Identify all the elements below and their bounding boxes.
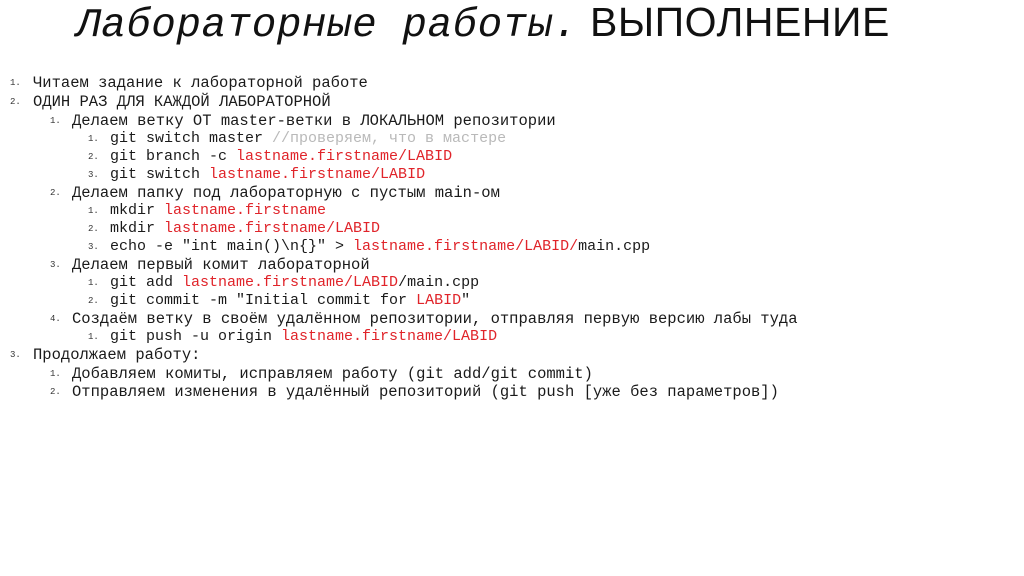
list-item-text: [110, 148, 452, 166]
plain-text: git switch master: [110, 130, 273, 147]
list-item-text: [110, 238, 650, 256]
list-item-text: [110, 274, 479, 292]
list-item-text: [110, 292, 470, 310]
plain-text: mkdir: [110, 202, 165, 219]
list-item-level-2: [0, 365, 1024, 383]
plain-text: main.cpp: [578, 238, 651, 255]
list-item-level-3: [0, 202, 1024, 220]
highlighted-text: lastname.firstname/LABID: [164, 220, 381, 237]
plain-text: Читаем задание к лабораторной работе: [33, 74, 368, 92]
list-item-number: 1.: [50, 116, 61, 126]
plain-text: git commit -m "Initial commit for: [110, 292, 417, 309]
list-item-number: 3.: [10, 350, 21, 360]
list-item-number: 1.: [10, 78, 21, 88]
slide-title: [76, 0, 890, 50]
instruction-list: [0, 74, 1024, 401]
list-item-level-2: [0, 256, 1024, 274]
plain-text: Добавляем комиты, исправляем работу (git add/git commit): [72, 365, 593, 383]
list-item-level-3: [0, 292, 1024, 310]
list-item-text: [110, 328, 497, 346]
plain-text: Отправляем изменения в удалённый репозиторий (git push [уже без параметров]): [72, 383, 779, 401]
plain-text: git push -u origin: [110, 328, 282, 345]
list-item-number: 1.: [50, 369, 61, 379]
list-item-level-3: [0, 166, 1024, 184]
highlighted-text: lastname.firstname/LABID/: [353, 238, 579, 255]
list-item-level-1: [0, 74, 1024, 93]
plain-text: /main.cpp: [398, 274, 480, 291]
plain-text: git branch -c: [110, 148, 237, 165]
list-item-number: 2.: [88, 224, 99, 234]
list-item-text: [33, 346, 200, 365]
list-item-text: [33, 74, 368, 93]
plain-text: git switch: [110, 166, 210, 183]
list-item-level-1: [0, 93, 1024, 112]
highlighted-text: lastname.firstname: [164, 202, 327, 219]
plain-text: ": [461, 292, 471, 309]
plain-text: ОДИН РАЗ ДЛЯ КАЖДОЙ ЛАБОРАТОРНОЙ: [33, 93, 331, 111]
list-item-level-1: [0, 346, 1024, 365]
list-item-text: [72, 383, 779, 401]
list-item-level-3: [0, 238, 1024, 256]
highlighted-text: lastname.firstname/LABID: [182, 274, 399, 291]
list-item-level-3: [0, 328, 1024, 346]
list-item-number: 4.: [50, 314, 61, 324]
list-item-number: 3.: [50, 260, 61, 270]
list-item-number: 3.: [88, 242, 99, 252]
list-item-level-3: [0, 130, 1024, 148]
list-item-number: 2.: [50, 188, 61, 198]
plain-text: git add: [110, 274, 183, 291]
highlighted-text: lastname.firstname/LABID: [281, 328, 498, 345]
title-tail: ВЫПОЛНЕНИЕ: [578, 0, 890, 45]
list-item-text: [72, 256, 370, 274]
plain-text: mkdir: [110, 220, 165, 237]
list-item-number: 1.: [88, 134, 99, 144]
list-item-number: 1.: [88, 332, 99, 342]
list-item-text: [110, 166, 425, 184]
title-main: Лабораторные работы.: [76, 3, 579, 49]
list-item-number: 2.: [88, 296, 99, 306]
list-item-text: [110, 220, 380, 238]
list-item-text: [110, 202, 326, 220]
list-item-text: [110, 130, 506, 148]
list-item-level-3: [0, 148, 1024, 166]
plain-text: Делаем папку под лабораторную с пустым main-ом: [72, 184, 500, 202]
plain-text: Делаем ветку ОТ master-ветки в ЛОКАЛЬНОМ репозитории: [72, 112, 556, 130]
plain-text: Продолжаем работу:: [33, 346, 201, 364]
list-item-number: 2.: [88, 152, 99, 162]
list-item-level-3: [0, 274, 1024, 292]
highlighted-text: LABID: [416, 292, 462, 309]
list-item-level-2: [0, 310, 1024, 328]
list-item-number: 2.: [50, 387, 61, 397]
list-item-number: 3.: [88, 170, 99, 180]
list-item-level-3: [0, 220, 1024, 238]
list-item-level-2: [0, 184, 1024, 202]
plain-text: echo -e "int main()\n{}" >: [110, 238, 354, 255]
list-item-text: [72, 310, 798, 328]
list-item-number: 1.: [88, 278, 99, 288]
list-item-text: [72, 184, 500, 202]
comment-text: //проверяем, что в мастере: [272, 130, 507, 147]
list-item-level-2: [0, 383, 1024, 401]
list-item-text: [72, 365, 593, 383]
list-item-text: [33, 93, 331, 112]
plain-text: Создаём ветку в своём удалённом репозитории, отправляя первую версию лабы туда: [72, 310, 798, 328]
plain-text: Делаем первый комит лабораторной: [72, 256, 370, 274]
list-item-level-2: [0, 112, 1024, 130]
list-item-text: [72, 112, 556, 130]
list-item-number: 1.: [88, 206, 99, 216]
highlighted-text: lastname.firstname/LABID: [209, 166, 426, 183]
highlighted-text: lastname.firstname/LABID: [236, 148, 453, 165]
list-item-number: 2.: [10, 97, 21, 107]
